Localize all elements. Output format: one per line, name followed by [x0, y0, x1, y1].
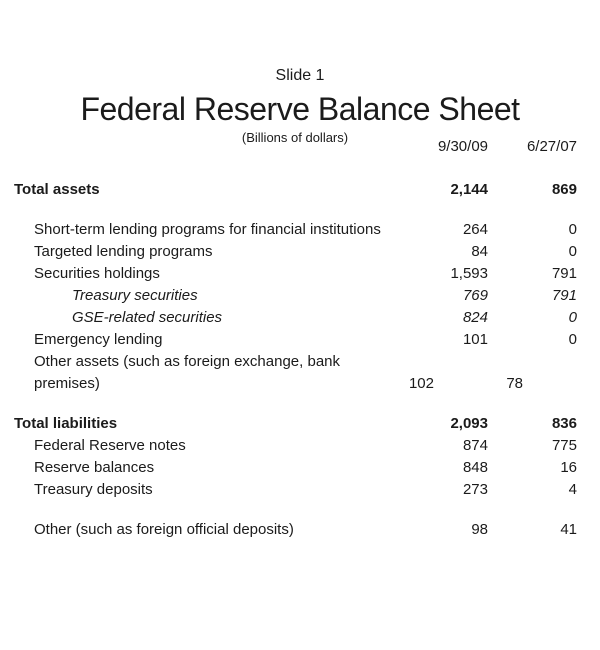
row-value-col2: 791 — [551, 265, 577, 282]
row-label: Other (such as foreign official deposits) — [34, 521, 294, 538]
row-label: Targeted lending programs — [34, 243, 213, 260]
row-value-col2: 0 — [568, 243, 577, 260]
row-label: Total assets — [14, 181, 100, 198]
table-row-federal-reserve-notes — [0, 435, 600, 457]
row-value-col2: 791 — [551, 287, 577, 304]
row-value-col2: 0 — [568, 221, 577, 238]
column-header-date-1: 9/30/09 — [437, 138, 488, 155]
row-label: Emergency lending — [34, 331, 163, 348]
row-label: Securities holdings — [34, 265, 160, 282]
table-header — [0, 130, 600, 156]
row-value-col1: 98 — [471, 521, 488, 538]
row-value-col1: 848 — [462, 459, 488, 476]
table-row-emergency-lending — [0, 329, 600, 351]
table-row-other-assets — [0, 351, 600, 395]
table-row-other-liabilities — [0, 519, 600, 541]
row-value-col2: 41 — [560, 521, 577, 538]
row-value-col1: 102 — [408, 375, 434, 392]
row-value-col1: 769 — [462, 287, 488, 304]
row-label: GSE-related securities — [72, 309, 223, 326]
balance-sheet-table — [0, 179, 600, 541]
row-value-col1: 874 — [462, 437, 488, 454]
row-value-col1: 2,093 — [450, 415, 488, 432]
table-row-total-liabilities — [0, 413, 600, 435]
row-label: Total liabilities — [14, 415, 118, 432]
table-row-gse-related-securities — [0, 307, 600, 329]
column-header-date-2: 6/27/07 — [526, 138, 577, 155]
page-title: Federal Reserve Balance Sheet — [80, 91, 520, 127]
row-label: Treasury deposits — [34, 481, 153, 498]
row-value-col1: 264 — [462, 221, 488, 238]
row-value-col2: 0 — [568, 331, 577, 348]
row-value-col2: 78 — [506, 375, 523, 392]
table-row-treasury-deposits — [0, 479, 600, 501]
row-value-col1: 824 — [462, 309, 488, 326]
row-value-col1: 84 — [471, 243, 488, 260]
row-value-col2: 4 — [568, 481, 577, 498]
table-row-short-term-lending — [0, 219, 600, 241]
row-value-col1: 1,593 — [450, 265, 488, 282]
table-row-securities-holdings — [0, 263, 600, 285]
row-label: Reserve balances — [34, 459, 155, 476]
row-value-col1: 101 — [462, 331, 488, 348]
row-value-col1: 2,144 — [450, 181, 488, 198]
table-row-targeted-lending — [0, 241, 600, 263]
table-row-reserve-balances — [0, 457, 600, 479]
table-row-treasury-securities — [0, 285, 600, 307]
row-label: Short-term lending programs for financial institutions — [34, 221, 381, 238]
row-value-col2: 775 — [551, 437, 577, 454]
row-value-col2: 836 — [551, 415, 577, 432]
slide-number-label: Slide 1 — [275, 67, 325, 84]
row-value-col1: 273 — [462, 481, 488, 498]
row-value-col2: 869 — [551, 181, 577, 198]
row-value-col2: 0 — [568, 309, 577, 326]
row-value-col2: 16 — [560, 459, 577, 476]
row-label: Federal Reserve notes — [34, 437, 186, 454]
units-subtitle: (Billions of dollars) — [241, 130, 349, 145]
row-label: Other assets (such as foreign exchange, bank premises) — [34, 353, 341, 392]
table-row-total-assets — [0, 179, 600, 201]
row-label: Treasury securities — [72, 287, 198, 304]
